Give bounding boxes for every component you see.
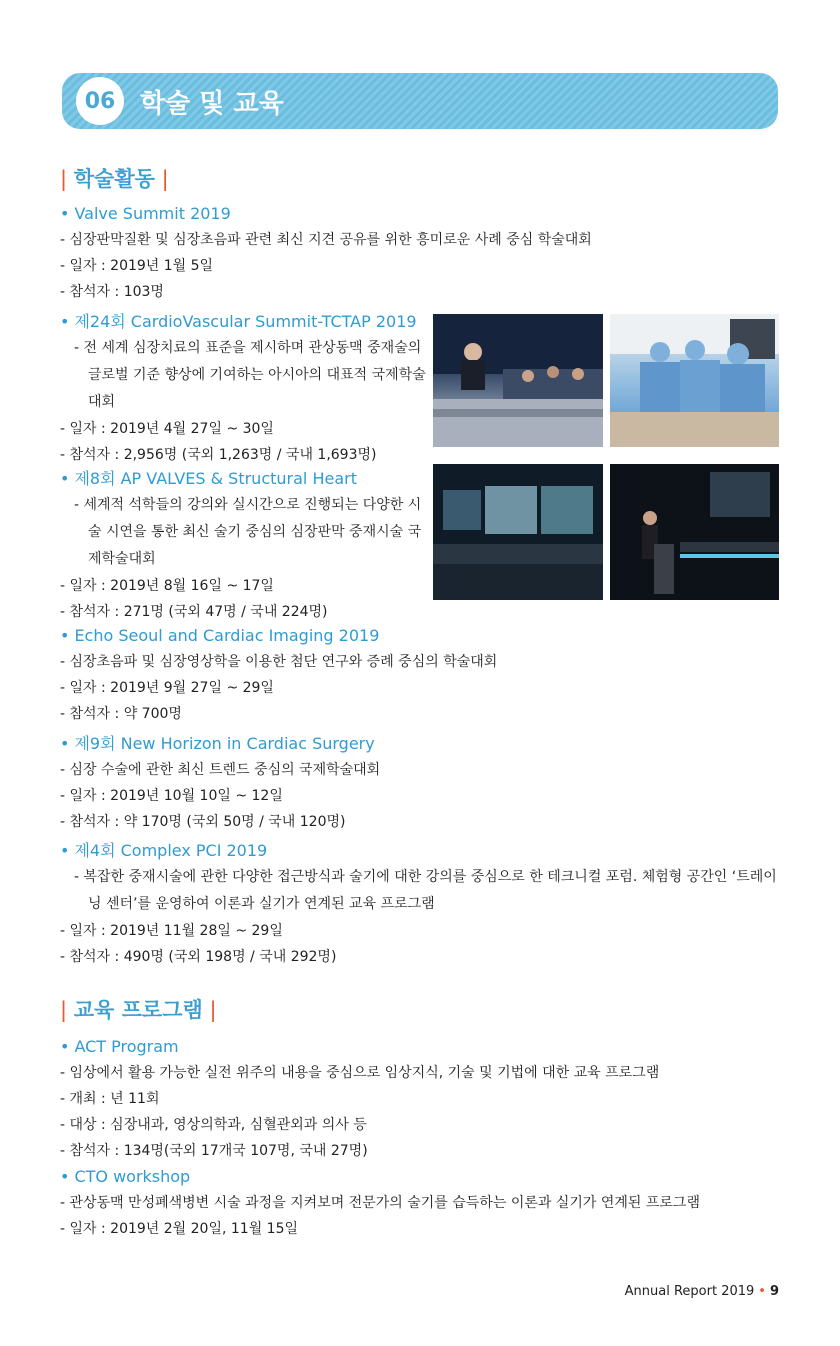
list-item: • CTO workshop - 관상동맥 만성폐색병변 시술 과정을 지켜보며 전문가의 술기를 습득하는 이론과 실기가 연계된 프로그램 - 일자 : 2019년 2월 20일, 11월 15일 [60, 1164, 780, 1242]
entry-line: - 참석자 : 약 700명 [60, 706, 182, 722]
list-item: • Valve Summit 2019 - 심장판막질환 및 심장초음파 관련 최신 지견 공유를 위한 흥미로운 사례 중심 학술대회 - 일자 : 2019년 1월 5일 - 참석자 : 103명 [60, 201, 780, 305]
section-title-education: | 교육 프로그램 | [60, 998, 217, 1022]
list-item: • 제4회 Complex PCI 2019 - 복잡한 중재시술에 관한 다양한 접근방식과 술기에 대한 강의를 중심으로 한 테크니컬 포럼. 체험형 공간인 ‘트레이닝 센터’를 운영하여 이론과 실기가 연계된 교육 프로그램 - 일자 : 2019년 11월 28일 ~ 29일 - 참석자 : 490명 (국외 198명 / 국내 292명) [60, 838, 780, 970]
entry-line: - 일자 : 2019년 2월 20일, 11월 15일 [60, 1221, 299, 1237]
entry-line: - 참석자 : 271명 (국외 47명 / 국내 224명) [60, 604, 328, 620]
section-title-academic: | 학술활동 | [60, 167, 169, 191]
list-item: • 제8회 AP VALVES & Structural Heart - 세계적 석학들의 강의와 실시간으로 진행되는 다양한 시술 시연을 통한 최신 술기 중심의 심장판막 중재시술 국제학술대회 - 일자 : 2019년 8월 16일 ~ 17일 - 참석자 : 271명 (국외 47명 / 국내 224명) [60, 466, 426, 625]
entry-line: - 복잡한 중재시술에 관한 다양한 접근방식과 술기에 대한 강의를 중심으로 한 테크니컬 포럼. 체험형 공간인 ‘트레이닝 센터’를 운영하여 이론과 실기가 연계된 교육 프로그램 [74, 869, 777, 912]
entry-line: - 세계적 석학들의 강의와 실시간으로 진행되는 다양한 시술 시연을 통한 최신 술기 중심의 심장판막 중재시술 국제학술대회 [74, 497, 422, 567]
entry-line: - 참석자 : 103명 [60, 284, 164, 300]
podium-photo [610, 464, 779, 600]
entry-title: ACT Program [74, 1037, 179, 1056]
entry-line: - 일자 : 2019년 4월 27일 ~ 30일 [60, 421, 274, 437]
entry-line: - 일자 : 2019년 8월 16일 ~ 17일 [60, 578, 274, 594]
entry-line: - 참석자 : 약 170명 (국외 50명 / 국내 120명) [60, 814, 346, 830]
chapter-number: 06 [76, 77, 124, 125]
entry-title: Valve Summit 2019 [74, 204, 231, 223]
page-number: 9 [769, 1284, 779, 1299]
entry-line: - 참석자 : 134명(국외 17개국 107명, 국내 27명) [60, 1143, 368, 1159]
entry-line: - 대상 : 심장내과, 영상의학과, 심혈관외과 의사 등 [60, 1117, 367, 1133]
list-item: • 제9회 New Horizon in Cardiac Surgery - 심장 수술에 관한 최신 트렌드 중심의 국제학술대회 - 일자 : 2019년 10월 10일 ~ 12일 - 참석자 : 약 170명 (국외 50명 / 국내 120명) [60, 731, 780, 835]
chapter-banner [62, 73, 778, 129]
entry-title: Echo Seoul and Cardiac Imaging 2019 [74, 626, 380, 645]
list-item: • ACT Program - 임상에서 활용 가능한 실전 위주의 내용을 중심으로 임상지식, 기술 및 기법에 대한 교육 프로그램 - 개최 : 년 11회 - 대상 : 심장내과, 영상의학과, 심혈관외과 의사 등 - 참석자 : 134명(국외 17개국 107명, 국내 27명) [60, 1034, 780, 1164]
surgery-photo [610, 314, 779, 447]
entry-line: - 일자 : 2019년 9월 27일 ~ 29일 [60, 680, 274, 696]
conference-photo [433, 314, 603, 447]
entry-line: - 참석자 : 2,956명 (국외 1,263명 / 국내 1,693명) [60, 447, 377, 463]
entry-title: 제8회 AP VALVES & Structural Heart [74, 469, 357, 488]
entry-line: - 개최 : 년 11회 [60, 1091, 160, 1107]
entry-title: 제9회 New Horizon in Cardiac Surgery [74, 734, 375, 753]
entry-title: CTO workshop [74, 1167, 191, 1186]
entry-line: - 관상동맥 만성폐색병변 시술 과정을 지켜보며 전문가의 술기를 습득하는 이론과 실기가 연계된 프로그램 [60, 1195, 700, 1211]
entry-line: - 일자 : 2019년 1월 5일 [60, 258, 214, 274]
entry-line: - 참석자 : 490명 (국외 198명 / 국내 292명) [60, 949, 337, 965]
entry-line: - 일자 : 2019년 11월 28일 ~ 29일 [60, 923, 283, 939]
entry-line: - 일자 : 2019년 10월 10일 ~ 12일 [60, 788, 283, 804]
entry-title: 제24회 CardioVascular Summit-TCTAP 2019 [74, 312, 417, 331]
list-item: • Echo Seoul and Cardiac Imaging 2019 - 심장초음파 및 심장영상학을 이용한 첨단 연구와 증례 중심의 학술대회 - 일자 : 2019년 9월 27일 ~ 29일 - 참석자 : 약 700명 [60, 623, 780, 727]
entry-line: - 임상에서 활용 가능한 실전 위주의 내용을 중심으로 임상지식, 기술 및 기법에 대한 교육 프로그램 [60, 1065, 660, 1081]
entry-line: - 심장 수술에 관한 최신 트렌드 중심의 국제학술대회 [60, 762, 381, 778]
list-item: • 제24회 CardioVascular Summit-TCTAP 2019 - 전 세계 심장치료의 표준을 제시하며 관상동맥 중재술의 글로벌 기준 향상에 기여하는 아시아의 대표적 국제학술대회 - 일자 : 2019년 4월 27일 ~ 30일 - 참석자 : 2,956명 (국외 1,263명 / 국내 1,693명) [60, 309, 426, 468]
entry-line: - 심장초음파 및 심장영상학을 이용한 첨단 연구와 증례 중심의 학술대회 [60, 654, 498, 670]
entry-line: - 전 세계 심장치료의 표준을 제시하며 관상동맥 중재술의 글로벌 기준 향상에 기여하는 아시아의 대표적 국제학술대회 [74, 340, 426, 410]
page-footer: Annual Report 2019 • 9 [624, 1284, 779, 1299]
chapter-title: 학술 및 교육 [140, 89, 284, 119]
entry-title: 제4회 Complex PCI 2019 [74, 841, 268, 860]
conference-hall-photo [433, 464, 603, 600]
report-label: Annual Report 2019 [624, 1284, 755, 1299]
entry-line: - 심장판막질환 및 심장초음파 관련 최신 지견 공유를 위한 흥미로운 사례 중심 학술대회 [60, 232, 592, 248]
